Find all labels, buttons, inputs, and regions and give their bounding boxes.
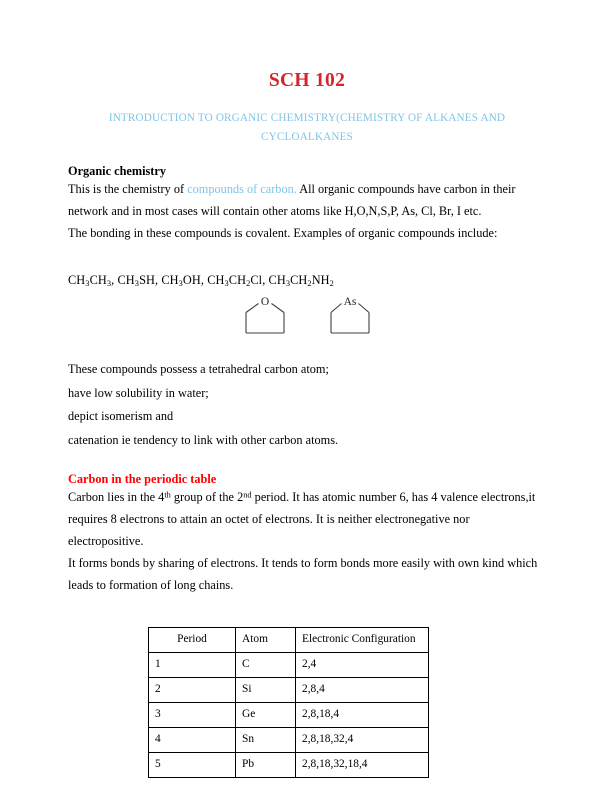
oxygen-ring-structure [236, 294, 294, 340]
periodic-table [148, 627, 429, 778]
paragraph-intro [68, 179, 546, 223]
property-item: These compounds possess a tetrahedral carbon atom; [68, 362, 329, 377]
table-header-row [149, 627, 429, 652]
carbon-text-b: group of the 2 [170, 490, 244, 505]
table-container [68, 597, 546, 778]
property-item: depict isomerism and [68, 409, 174, 424]
paragraph-carbon-bonding: It forms bonds by sharing of electrons. It tends to form bonds more easily with own kind which leads to formation of long chains. [68, 555, 538, 592]
link-compounds-of-carbon[interactable]: compounds of carbon. [187, 182, 297, 197]
carbon-text-c: period. It has atomic number 6, has 4 valence electrons,it requires 8 electrons to attain an octet of electrons. It is neither electronegative nor electropositive. [68, 490, 536, 548]
cell-period: 4 [149, 727, 236, 752]
cell-configuration: 2,8,4 [296, 677, 429, 702]
cell-configuration: 2,8,18,4 [296, 702, 429, 727]
intro-text-prefix: This is the chemistry of [68, 182, 188, 197]
cell-configuration: 2,8,18,32,18,4 [296, 752, 429, 777]
cell-atom: Si [236, 677, 296, 702]
table-row [149, 677, 429, 702]
cell-period: 3 [149, 702, 236, 727]
column-header-period: Period [149, 627, 236, 652]
table-row [149, 702, 429, 727]
arsenic-ring-structure [321, 294, 379, 340]
page-subtitle: INTRODUCTION TO ORGANIC CHEMISTRY(CHEMISTRY OF ALKANES AND CYCLOALKANES [108, 112, 506, 144]
atom-label-oxygen: O [260, 296, 270, 309]
property-item: have low solubility in water; [68, 385, 209, 400]
cell-period: 2 [149, 677, 236, 702]
cell-configuration: 2,4 [296, 652, 429, 677]
column-header-atom: Atom [236, 627, 296, 652]
spacer [68, 245, 546, 271]
cell-atom: Pb [236, 752, 296, 777]
property-item: catenation ie tendency to link with other carbon atoms. [68, 432, 339, 447]
paragraph-bonding: The bonding in these compounds is covalent. Examples of organic compounds include: [68, 225, 498, 240]
carbon-text-a: Carbon lies in the 4 [68, 490, 165, 505]
cell-atom: C [236, 652, 296, 677]
ordinal-suffix-nd: nd [243, 490, 252, 500]
ordinal-suffix-th: th [164, 490, 171, 500]
paragraph-carbon-position [68, 487, 546, 553]
cell-atom: Ge [236, 702, 296, 727]
heading-carbon-in-periodic-table: Carbon in the periodic table [68, 471, 217, 486]
cell-period: 1 [149, 652, 236, 677]
intro-text-suffix: All organic compounds have carbon in their network and in most cases will contain other atoms like H,O,N,S,P, As, Cl, Br, I etc. [68, 182, 516, 218]
document-content [68, 0, 546, 778]
table-row [149, 652, 429, 677]
atom-label-arsenic: As [343, 296, 357, 309]
page-title: SCH 102 [268, 70, 346, 91]
cell-atom: Sn [236, 727, 296, 752]
table-row [149, 727, 429, 752]
column-header-electronic-configuration: Electronic Configuration [296, 627, 429, 652]
properties-list [68, 348, 546, 452]
molecular-structure-diagrams [68, 290, 546, 348]
cell-configuration: 2,8,18,32,4 [296, 727, 429, 752]
cell-period: 5 [149, 752, 236, 777]
spacer [68, 453, 546, 471]
table-row [149, 752, 429, 777]
chemical-formula-examples: $CH_3CH_3$, $CH_3SH$, $CH_3OH$, $CH_3CH_2Cl$, $CH_3CH_2NH_2$ [68, 272, 334, 288]
heading-organic-chemistry: Organic chemistry [68, 163, 167, 178]
